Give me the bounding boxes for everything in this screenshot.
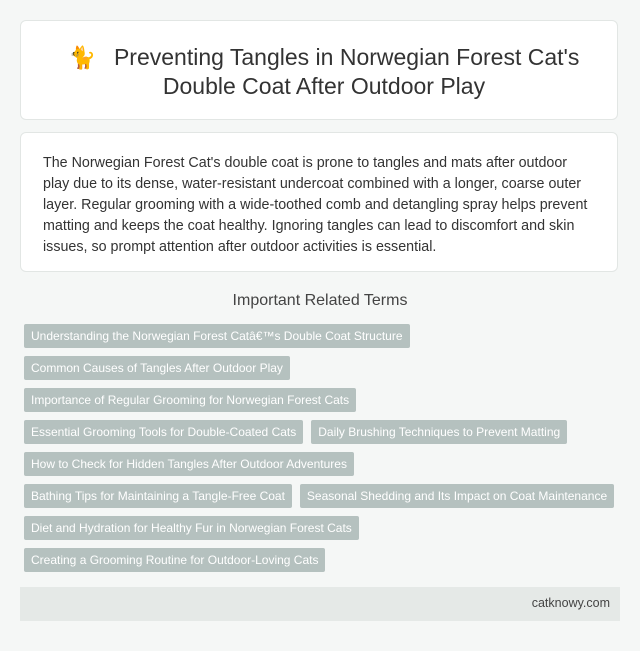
related-term-tag[interactable]: Diet and Hydration for Healthy Fur in Norwegian Forest Cats xyxy=(24,516,359,540)
related-term-tag[interactable]: Bathing Tips for Maintaining a Tangle-Free Coat xyxy=(24,484,292,508)
tag-row xyxy=(24,516,624,540)
tag-row xyxy=(24,548,624,572)
related-term-tag[interactable]: Understanding the Norwegian Forest Catâ€™s Double Coat Structure xyxy=(24,324,410,348)
related-term-tag[interactable]: Daily Brushing Techniques to Prevent Matting xyxy=(311,420,567,444)
tag-row xyxy=(24,388,624,412)
related-term-tag[interactable]: Importance of Regular Grooming for Norwegian Forest Cats xyxy=(24,388,356,412)
related-term-tag[interactable]: Seasonal Shedding and Its Impact on Coat Maintenance xyxy=(300,484,614,508)
page-title-text: Preventing Tangles in Norwegian Forest Cat's Double Coat After Outdoor Play xyxy=(113,44,580,99)
related-terms-list xyxy=(24,324,624,580)
description-text: The Norwegian Forest Cat's double coat is prone to tangles and mats after outdoor play due to its dense, water-resistant undercoat combined with a longer, coarse outer layer. Regular grooming with a wide-toothed comb and detangling spray helps prevent matting and keeps the coat healthy. Ignoring tangles can lead to discomfort and skin issues, so prompt attention after outdoor activities is essential. xyxy=(43,155,588,255)
related-terms-heading: Important Related Terms xyxy=(232,292,408,309)
footer xyxy=(20,587,620,621)
tag-row xyxy=(24,452,624,476)
related-term-tag[interactable]: Essential Grooming Tools for Double-Coated Cats xyxy=(24,420,303,444)
tag-row xyxy=(24,484,624,508)
cat-icon: 🐈 xyxy=(68,45,96,70)
page-title xyxy=(69,44,580,99)
related-term-tag[interactable]: Creating a Grooming Routine for Outdoor-Loving Cats xyxy=(24,548,325,572)
description-card xyxy=(20,132,618,272)
tag-row xyxy=(24,356,624,380)
tag-row xyxy=(24,420,624,444)
footer-site-link[interactable]: catknowy.com xyxy=(531,596,610,610)
related-term-tag[interactable]: How to Check for Hidden Tangles After Outdoor Adventures xyxy=(24,452,354,476)
title-card xyxy=(20,20,618,120)
title-wrap xyxy=(51,43,597,101)
tag-row xyxy=(24,324,624,348)
related-term-tag[interactable]: Common Causes of Tangles After Outdoor Play xyxy=(24,356,290,380)
